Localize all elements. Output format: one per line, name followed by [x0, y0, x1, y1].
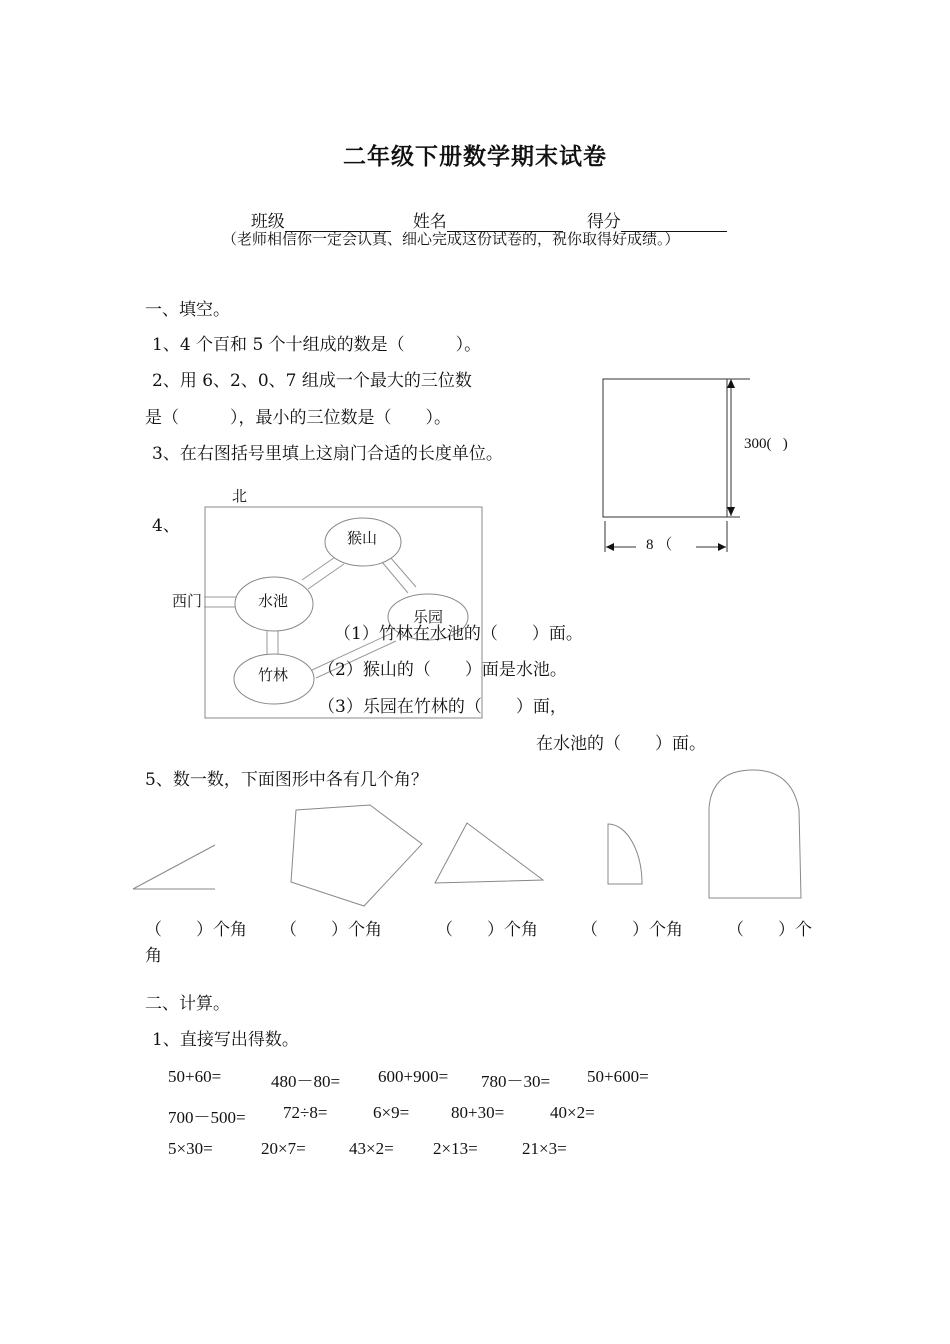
calc-3-3: 43×2=	[349, 1139, 394, 1158]
door-width-label: 8 （	[646, 537, 673, 553]
calc-1-3: 600+900=	[378, 1067, 449, 1086]
calc-2-1: 700－500=	[168, 1108, 246, 1127]
score-label: 得分	[586, 212, 621, 232]
calc-2-2: 72÷8=	[283, 1103, 328, 1122]
section1-heading: 一、填空。	[145, 300, 230, 320]
question-1-1: 1、4 个百和 5 个十组成的数是（ ）。	[152, 335, 482, 355]
bamboo-label: 竹林	[258, 666, 289, 684]
calc-1-2: 480－80=	[271, 1072, 341, 1091]
calc-3-1: 5×30=	[168, 1139, 213, 1158]
question-1-2-line1: 2、用 6、2、0、7 组成一个最大的三位数	[152, 371, 472, 391]
q5-answer-2: （ ）个角	[280, 920, 382, 940]
calc-2-5: 40×2=	[550, 1103, 595, 1122]
calc-1-5: 50+600=	[587, 1067, 649, 1086]
question-1-3: 3、在右图括号里填上这扇门合适的长度单位。	[152, 444, 503, 464]
calc-1-4: 780－30=	[481, 1072, 551, 1091]
q5-answer-5: （ ）个	[727, 920, 812, 940]
q5-answer-4: （ ）个角	[581, 920, 683, 940]
calc-2-3: 6×9=	[373, 1103, 410, 1122]
question-1-4-label: 4、	[152, 516, 180, 536]
section2-heading: 二、计算。	[145, 994, 230, 1014]
page-title: 二年级下册数学期末试卷	[343, 143, 607, 170]
q5-answer-1: （ ）个角	[145, 920, 247, 940]
question-1-2-line2: 是（ ），最小的三位数是（ ）。	[145, 408, 451, 428]
calc-3-2: 20×7=	[261, 1139, 306, 1158]
pentagon-shape	[291, 805, 422, 906]
calc-3-5: 21×3=	[522, 1139, 567, 1158]
calc-1-1: 50+60=	[168, 1067, 222, 1086]
pool-label: 水池	[258, 592, 289, 610]
calc-2-4: 80+30=	[451, 1103, 505, 1122]
west-gate-label: 西门	[172, 592, 203, 610]
angle-shape	[133, 845, 215, 889]
monkey-hill-label: 猴山	[347, 529, 378, 547]
teacher-note: （老师相信你一定会认真、细心完成这份试卷的，祝你取得好成绩。）	[222, 230, 680, 248]
quarter-circle-shape	[608, 824, 642, 884]
question-1-4-sub3b: 在水池的（ ）面。	[536, 734, 706, 754]
question-1-4-sub1: （1）竹林在水池的（ ）面。	[334, 624, 583, 644]
class-label: 班级	[250, 212, 285, 232]
q5-answer-3: （ ）个角	[436, 920, 538, 940]
q5-answer-5-wrap: 角	[145, 946, 162, 966]
question-2-1: 1、直接写出得数。	[152, 1030, 299, 1050]
arch-shape	[709, 770, 801, 898]
calc-3-4: 2×13=	[433, 1139, 478, 1158]
name-label: 姓名	[412, 212, 447, 232]
door-height-label: 300( )	[744, 436, 788, 452]
north-label: 北	[232, 487, 248, 505]
triangle-shape	[435, 823, 543, 883]
question-1-4-sub2: （2）猴山的（ ）面是水池。	[318, 660, 567, 680]
park-label: 乐园	[413, 608, 444, 626]
question-1-4-sub3: （3）乐园在竹林的（ ）面，	[318, 697, 567, 717]
question-1-5: 5、数一数，下面图形中各有几个角？	[145, 770, 428, 790]
